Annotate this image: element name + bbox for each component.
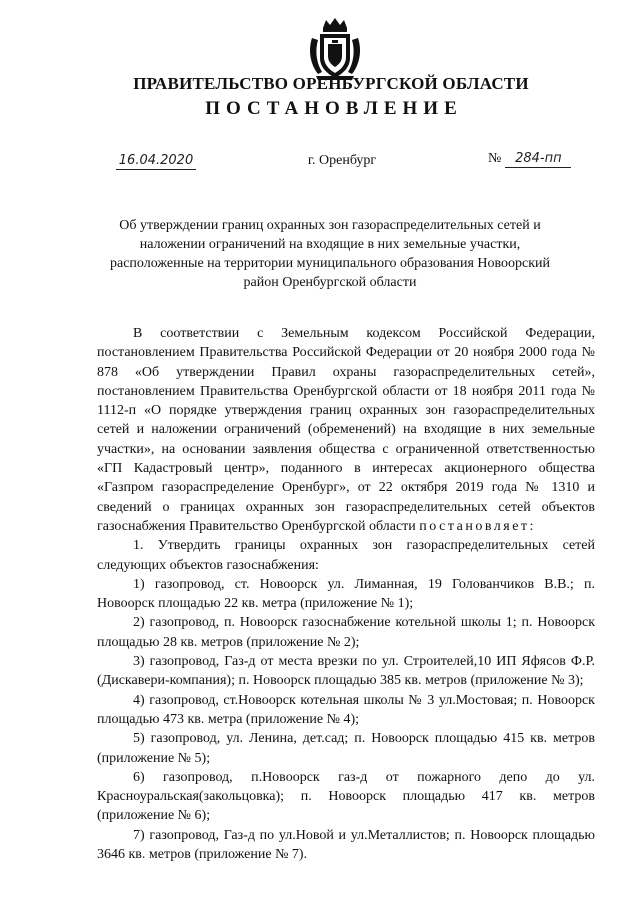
coat-of-arms-icon — [306, 16, 364, 82]
document-number — [488, 151, 571, 168]
list-item: 2) газопровод, п. Новоорск газоснабжение котельной школы 1; п. Новоорск площадью 28 кв. метров (приложение № 2); — [97, 615, 595, 650]
document-city: г. Оренбург — [307, 153, 377, 168]
preamble — [97, 324, 595, 536]
document-body — [97, 324, 595, 864]
list-item: 3) газопровод, Газ-д от места врезки по ул. Строителей,10 ИП Яфясов Ф.Р. (Дискавери-компания); п. Новоорск площадью 385 кв. метров (приложение № 3); — [97, 654, 595, 689]
document-title: Об утверждении границ охранных зон газораспределительных сетей и наложении ограничений на входящие в них земельные участки, расположенные на территории муниципального образования Новоорский район Оренбургской области — [110, 218, 551, 290]
number-value: 284-пп — [505, 151, 571, 168]
resolves-word: постановляет: — [419, 518, 536, 534]
preamble-text: В соответствии с Земельным кодексом Российской Федерации, постановлением Правительства Российской Федерации от 20 ноября 2000 года № 878 «Об утверждении Правил охраны газораспределительных сетей», постановлением Правительства Оренбургской области от 18 ноября 2011 года № 1112-п «О порядке утверждения границ охранных зон газораспределительных сетей и наложении ограничений (обременений) на входящие в них земельные участки», на основании заявления общества с ограниченной ответственностью «ГП Кадастровый центр», поданного в интересах акционерного общества «Газпром газораспределение Оренбург», от 22 октября 2019 года № 1310 и сведений о границах охранных зон газораспределительных сетей объектов газоснабжения Правительство Оренбургской области — [97, 326, 595, 534]
list-item: 1. Утвердить границы охранных зон газораспределительных сетей следующих объектов газоснабжения: — [97, 538, 595, 573]
list-item: 7) газопровод, Газ-д по ул.Новой и ул.Металлистов; п. Новоорск площадью 3646 кв. метров (приложение № 7). — [97, 827, 595, 863]
list-item: 6) газопровод, п.Новоорск газ-д от пожарного депо до ул. Красноуральская(закольцовка); п. Новоорск площадью 417 кв. метров (приложение № 6); — [97, 769, 595, 824]
document-date: 16.04.2020 — [116, 153, 196, 170]
document-type: ПОСТАНОВЛЕНИЕ — [205, 98, 463, 119]
number-sign: № — [488, 151, 502, 166]
list-item: 4) газопровод, ст.Новоорск котельная школы № 3 ул.Мостовая; п. Новоорск площадью 473 кв. метра (приложение № 4); — [97, 692, 595, 727]
list-item: 5) газопровод, ул. Ленина, дет.сад; п. Новоорск площадью 415 кв. метров (приложение № 5); — [97, 731, 595, 766]
list-item: 1) газопровод, ст. Новоорск ул. Лиманная, 19 Голованчиков В.В.; п. Новоорск площадью 22 кв. метра (приложение № 1); — [97, 576, 595, 612]
government-name: ПРАВИТЕЛЬСТВО ОРЕНБУРГСКОЙ ОБЛАСТИ — [133, 74, 529, 93]
